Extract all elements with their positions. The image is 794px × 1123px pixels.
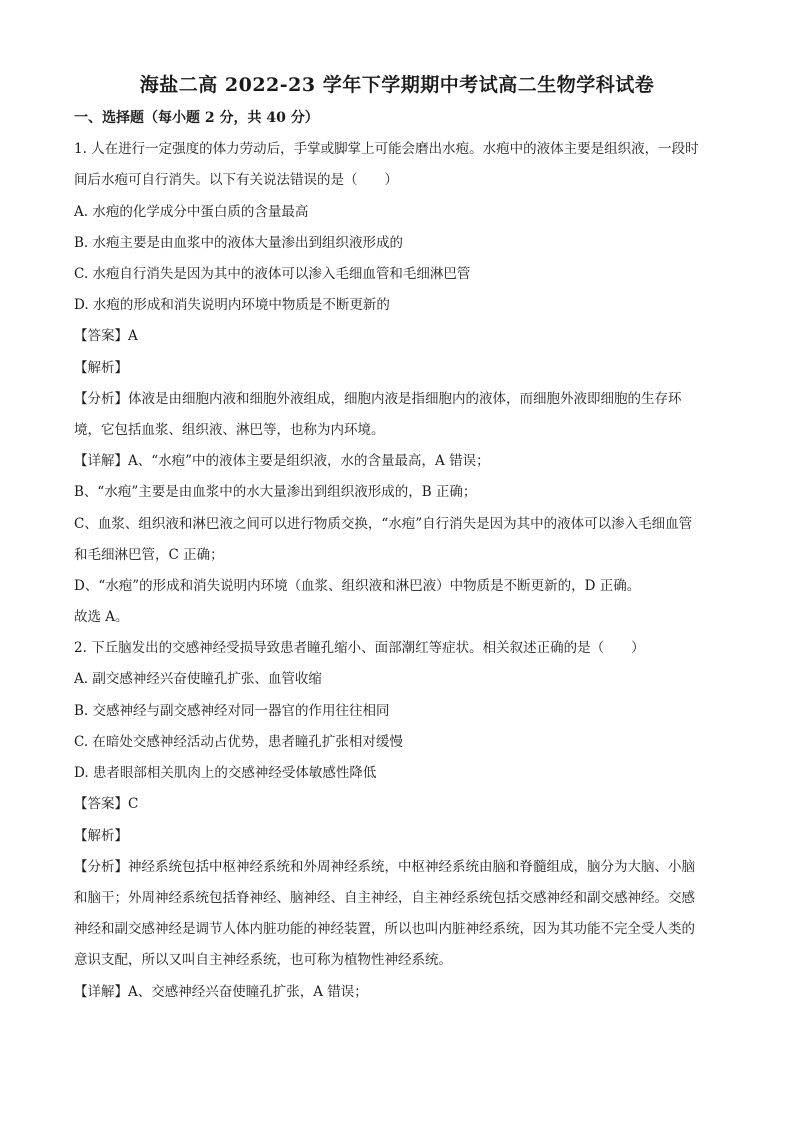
q2-stem: 2. 下丘脑发出的交感神经受损导致患者瞳孔缩小、面部潮红等症状。相关叙述正确的是（ ） [74, 640, 645, 656]
q1-option-d: D. 水疱的形成和消失说明内环境中物质是不断更新的 [74, 297, 390, 313]
q2-analysis-line-1: 【分析】神经系统包括中枢神经系统和外周神经系统，中枢神经系统由脑和脊髓组成，脑分为大脑、小脑 [74, 859, 695, 875]
q2-option-b: B. 交感神经与副交感神经对同一器官的作用往往相同 [74, 703, 390, 719]
q2-option-a: A. 副交感神经兴奋使瞳孔扩张、血管收缩 [74, 671, 322, 687]
section-heading: 一、选择题（每小题 2 分，共 40 分） [74, 110, 319, 126]
q1-stem-line-2: 间后水疱可自行消失。以下有关说法错误的是（ ） [74, 172, 398, 188]
q1-option-b: B. 水疱主要是由血浆中的液体大量渗出到组织液形成的 [74, 235, 404, 251]
q2-answer: 【答案】C [74, 796, 139, 812]
q2-option-d: D. 患者眼部相关肌肉上的交感神经受体敏感性降低 [74, 765, 377, 781]
q1-explanation-heading: 【解析】 [74, 360, 128, 376]
q1-answer: 【答案】A [74, 328, 138, 344]
q1-detail-d: D、“水疱”的形成和消失说明内环境（血浆、组织液和淋巴液）中物质是不断更新的，D 正确。 [74, 578, 641, 594]
q1-option-c: C. 水疱自行消失是因为其中的液体可以渗入毛细血管和毛细淋巴管 [74, 266, 471, 282]
q1-detail-c-line-1: C、血浆、组织液和淋巴液之间可以进行物质交换，“水疱”自行消失是因为其中的液体可以渗入毛细血管 [74, 516, 693, 532]
q1-detail-c-line-2: 和毛细淋巴管，C 正确； [74, 547, 224, 563]
q1-stem-line-1: 1. 人在进行一定强度的体力劳动后，手掌或脚掌上可能会磨出水疱。水疱中的液体主要是组织液，一段时 [74, 141, 699, 157]
q1-option-a: A. 水疱的化学成分中蛋白质的含量最高 [74, 204, 309, 220]
q1-conclusion: 故选 A。 [74, 609, 129, 625]
q2-option-c: C. 在暗处交感神经活动占优势，患者瞳孔扩张相对缓慢 [74, 734, 403, 750]
q1-detail-b: B、“水疱”主要是由血浆中的水大量渗出到组织液形成的，B 正确； [74, 484, 477, 500]
q2-detail-a: 【详解】A、交感神经兴奋使瞳孔扩张，A 错误； [74, 984, 368, 1000]
q2-analysis-line-4: 意识支配，所以又叫自主神经系统，也可称为植物性神经系统。 [74, 952, 452, 968]
q2-analysis-line-3: 神经和副交感神经是调节人体内脏功能的神经装置，所以也叫内脏神经系统，因为其功能不完全受人类的 [74, 921, 695, 937]
q2-analysis-line-2: 和脑干；外周神经系统包括脊神经、脑神经、自主神经，自主神经系统包括交感神经和副交感神经。交感 [74, 890, 695, 906]
q1-analysis-line-1: 【分析】体液是由细胞内液和细胞外液组成，细胞内液是指细胞内的液体，而细胞外液即细胞的生存环 [74, 391, 682, 407]
q1-analysis-line-2: 境，它包括血浆、组织液、淋巴等，也称为内环境。 [74, 422, 385, 438]
q1-detail-a: 【详解】A、“水疱”中的液体主要是组织液，水的含量最高，A 错误； [74, 453, 490, 469]
q2-explanation-heading: 【解析】 [74, 828, 128, 844]
exam-title: 海盐二高 2022-23 学年下学期期中考试高二生物学科试卷 [139, 74, 655, 96]
